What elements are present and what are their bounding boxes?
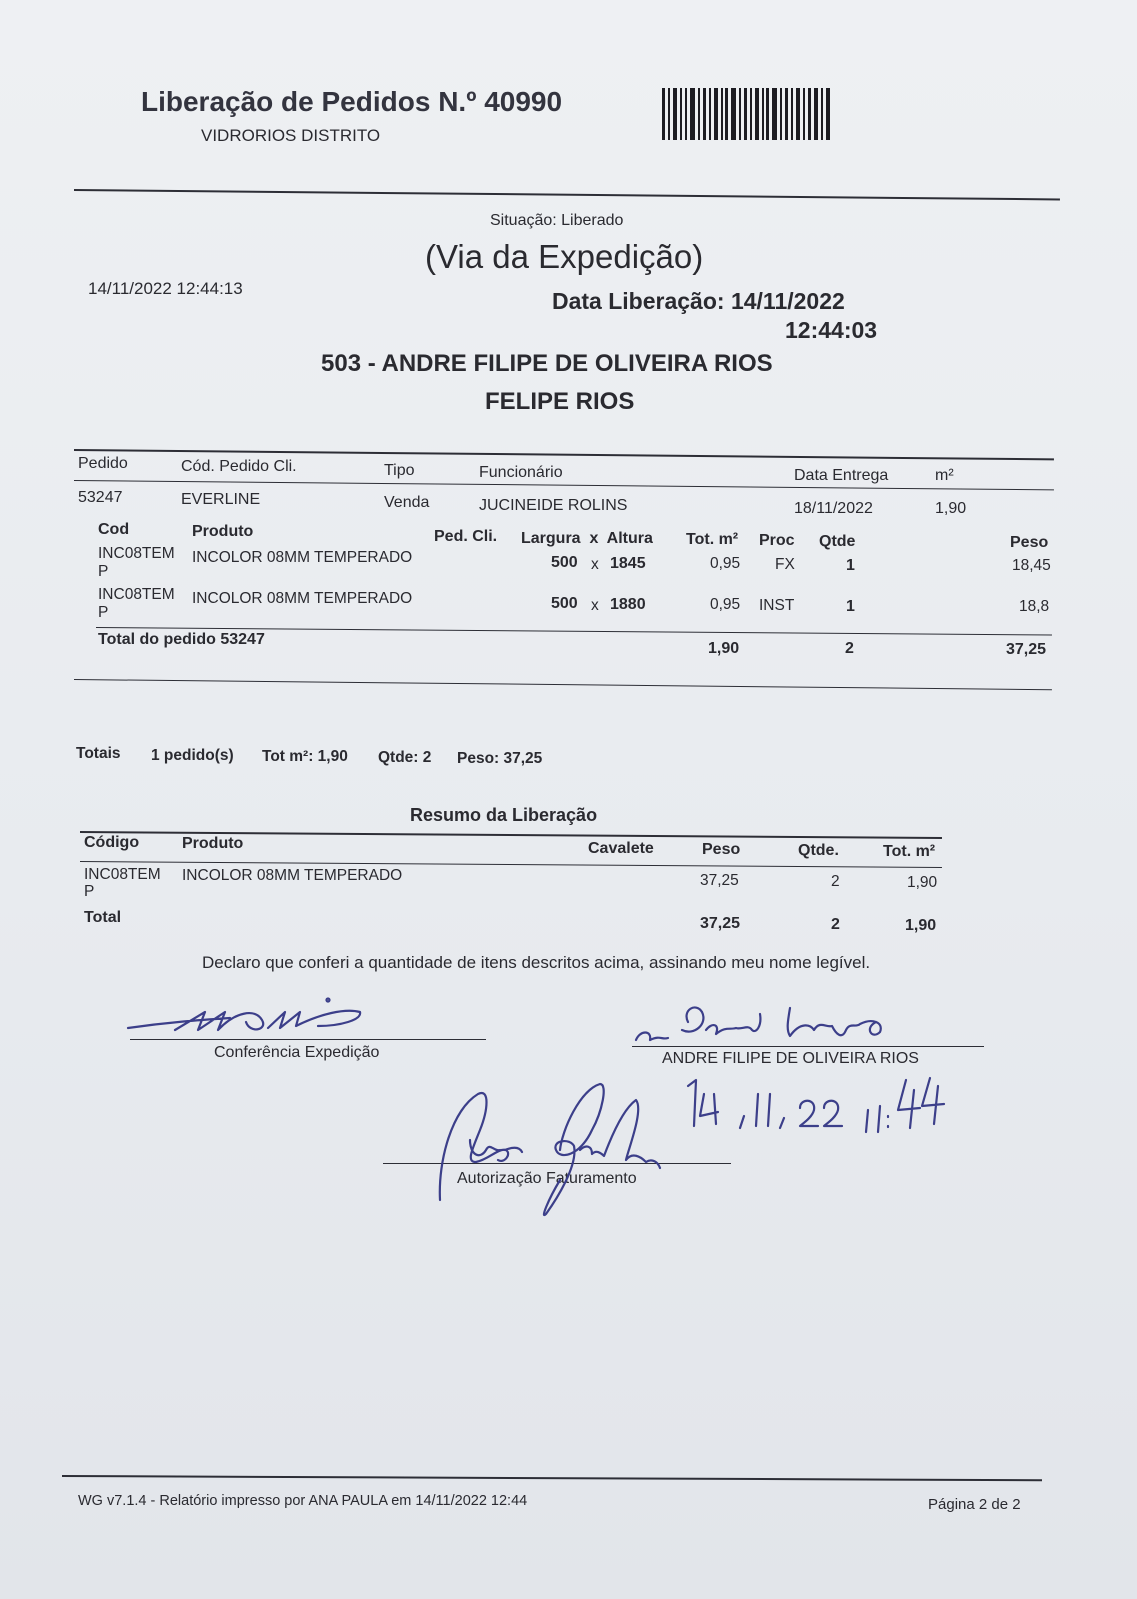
- order-data-entrega: 18/11/2022: [794, 500, 873, 517]
- summary-total-qtde: 2: [831, 916, 840, 933]
- summary-col-qtde: Qtde.: [798, 842, 839, 859]
- item-cod: INC08TEM: [98, 545, 175, 562]
- summary-col-codigo: Código: [84, 834, 140, 851]
- col-pedido: Pedido: [78, 455, 128, 472]
- summary-cod-cont: P: [84, 883, 95, 900]
- item-cod-cont: P: [98, 604, 109, 621]
- item-cod: INC08TEM: [98, 586, 175, 603]
- signature-line-conferencia: [130, 1039, 486, 1040]
- release-time: 12:44:03: [785, 317, 878, 343]
- header-divider: [74, 189, 1060, 200]
- col-cod: Cod: [98, 521, 130, 538]
- footer-divider: [62, 1475, 1042, 1481]
- order-tipo: Venda: [384, 494, 430, 511]
- footer-text: WG v7.1.4 - Relatório impresso por ANA PAULA em 14/11/2022 12:44: [78, 1493, 528, 1509]
- order-total-qtde: 2: [845, 640, 854, 657]
- company-name: VIDRORIOS DISTRITO: [201, 126, 381, 145]
- item-x: x: [591, 556, 599, 573]
- document-title: Liberação de Pedidos N.º 40990: [141, 86, 563, 117]
- item-tot-m2: 0,95: [710, 596, 741, 613]
- summary-col-cavalete: Cavalete: [588, 840, 654, 857]
- col-m2: m²: [935, 467, 954, 484]
- col-peso: Peso: [1010, 534, 1049, 551]
- summary-total-label: Total: [84, 909, 122, 926]
- page-number: Página 2 de 2: [928, 1496, 1021, 1513]
- item-proc: FX: [775, 556, 795, 573]
- summary-col-tot-m2: Tot. m²: [883, 843, 936, 860]
- print-timestamp: 14/11/2022 12:44:13: [88, 279, 243, 298]
- signature-line-cliente: [632, 1046, 984, 1047]
- item-x: x: [591, 597, 599, 614]
- summary-qtde: 2: [831, 873, 840, 890]
- col-cod-pedido-cli: Cód. Pedido Cli.: [181, 458, 297, 475]
- col-qtde: Qtde: [819, 533, 856, 550]
- item-tot-m2: 0,95: [710, 555, 741, 572]
- item-proc: INST: [759, 597, 795, 614]
- totals-m2: Tot m²: 1,90: [262, 748, 348, 765]
- client-name: 503 - ANDRE FILIPE DE OLIVEIRA RIOS: [321, 350, 773, 377]
- summary-tot-m2: 1,90: [907, 874, 938, 891]
- totals-pedidos: 1 pedido(s): [151, 747, 234, 764]
- col-ped-cli: Ped. Cli.: [434, 528, 498, 545]
- client-nickname: FELIPE RIOS: [485, 388, 635, 415]
- via-label: (Via da Expedição): [425, 238, 704, 275]
- totals-label: Totais: [76, 745, 121, 762]
- summary-produto: INCOLOR 08MM TEMPERADO: [182, 867, 403, 884]
- col-produto: Produto: [192, 523, 254, 540]
- order-total-peso: 37,25: [1006, 641, 1047, 658]
- signature-label-conferencia: Conferência Expedição: [214, 1044, 380, 1061]
- item-produto: INCOLOR 08MM TEMPERADO: [192, 590, 413, 607]
- item-altura: 1880: [610, 596, 646, 613]
- order-cod-cli: EVERLINE: [181, 491, 261, 508]
- item-largura: 500: [551, 595, 578, 612]
- order-total-label: Total do pedido 53247: [98, 631, 265, 648]
- order-pedido: 53247: [78, 489, 123, 506]
- item-produto: INCOLOR 08MM TEMPERADO: [192, 549, 413, 566]
- signature-label-cliente: ANDRE FILIPE DE OLIVEIRA RIOS: [662, 1050, 919, 1067]
- totals-peso: Peso: 37,25: [457, 750, 543, 767]
- summary-cod: INC08TEM: [84, 866, 161, 883]
- summary-total-peso: 37,25: [700, 915, 741, 932]
- order-table-bottom-rule: [74, 679, 1052, 690]
- item-qtde: 1: [846, 598, 855, 615]
- release-date: Data Liberação: 14/11/2022: [552, 288, 845, 314]
- order-table-header-rule: [74, 480, 1054, 490]
- totals-qtde: Qtde: 2: [378, 749, 432, 766]
- item-peso: 18,8: [1019, 598, 1050, 615]
- col-largura-altura: Largura x Altura: [521, 530, 653, 547]
- order-total-m2: 1,90: [708, 640, 740, 657]
- col-tipo: Tipo: [384, 462, 415, 479]
- item-largura: 500: [551, 554, 578, 571]
- order-m2: 1,90: [935, 500, 967, 517]
- summary-col-peso: Peso: [702, 841, 741, 858]
- col-data-entrega: Data Entrega: [794, 467, 889, 484]
- summary-col-produto: Produto: [182, 835, 244, 852]
- item-cod-cont: P: [98, 563, 109, 580]
- order-funcionario: JUCINEIDE ROLINS: [479, 497, 628, 514]
- barcode-icon: [662, 88, 832, 140]
- summary-title: Resumo da Liberação: [410, 805, 598, 825]
- item-qtde: 1: [846, 557, 855, 574]
- signature-line-autorizacao: [383, 1163, 731, 1164]
- col-proc: Proc: [759, 532, 795, 549]
- col-tot-m2: Tot. m²: [686, 531, 739, 548]
- signature-label-autorizacao: Autorização Faturamento: [457, 1170, 637, 1187]
- summary-total-m2: 1,90: [905, 917, 937, 934]
- declaration-text: Declaro que conferi a quantidade de itens descritos acima, assinando meu nome legível.: [202, 953, 871, 972]
- status-text: Situação: Liberado: [490, 212, 624, 229]
- summary-peso: 37,25: [700, 872, 739, 889]
- item-peso: 18,45: [1012, 557, 1051, 574]
- item-altura: 1845: [610, 555, 646, 572]
- col-funcionario: Funcionário: [479, 464, 563, 481]
